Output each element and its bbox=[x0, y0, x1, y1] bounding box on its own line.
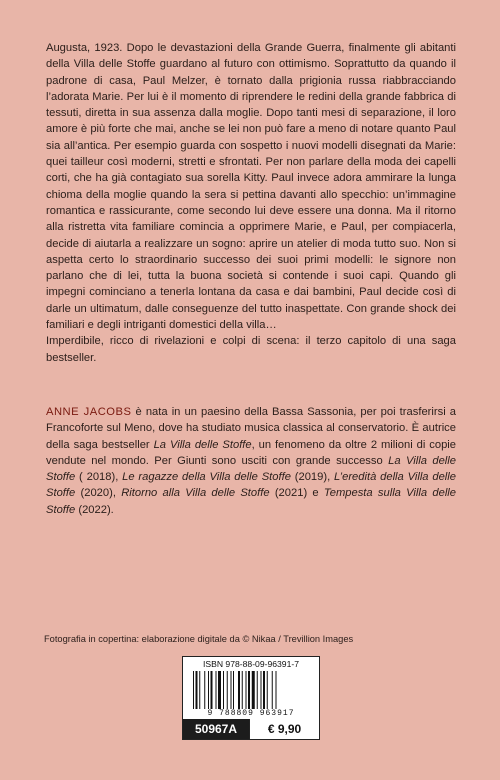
bio-text-4: (2019), bbox=[290, 471, 335, 484]
bio-title-6: Tempesta sulla Villa delle Stoffe bbox=[46, 487, 457, 516]
price-row bbox=[183, 719, 319, 739]
bio-title-4: L’eredità della Villa delle Stoffe bbox=[46, 471, 456, 500]
barcode-icon bbox=[191, 671, 311, 709]
bio-text-2: , un fenomeno da oltre 2 milioni di copie vendute nel mondo. Per Giunti sono usciti con grande successo bbox=[46, 438, 457, 467]
bio-text-7: (2022). bbox=[75, 503, 114, 516]
bio-title-2: La Villa delle Stoffe bbox=[46, 454, 456, 484]
isbn-label: ISBN 978-88-09-96391-7 bbox=[202, 659, 300, 669]
bio-text-3: ( 2018), bbox=[75, 471, 123, 484]
barcode-digits: 9 788809 963917 bbox=[207, 709, 295, 718]
bio-text-5: (2020), bbox=[75, 487, 122, 500]
blurb-closing: Imperdibile, ricco di rivelazioni e colpi di scena: il terzo capitolo di una saga bestseller. bbox=[46, 335, 456, 364]
bio-title-1: La Villa delle Stoffe bbox=[153, 438, 252, 451]
bio-title-5: Ritorno alla Villa delle Stoffe bbox=[121, 487, 270, 500]
author-bio bbox=[46, 404, 456, 518]
photo-credit: Fotografia in copertina: elaborazione digitale da © Nikaa / Trevillion Images bbox=[44, 634, 354, 644]
bio-text-6: (2021) e bbox=[269, 487, 324, 500]
barcode-box bbox=[182, 656, 320, 740]
bio-title-3: Le ragazze della Villa delle Stoffe bbox=[122, 471, 291, 484]
author-name: ANNE JACOBS bbox=[46, 406, 132, 418]
product-code: 50967A bbox=[183, 719, 249, 739]
bio-text-1: è nata in un paesino della Bassa Sassonia, per poi trasferirsi a Francoforte sul Meno, dove ha studiato musica classica al conservatorio. È autrice della saga bestseller bbox=[46, 406, 456, 451]
back-cover-blurb bbox=[46, 40, 456, 366]
blurb-text: Augusta, 1923. Dopo le devastazioni della Grande Guerra, finalmente gli abitanti della Villa delle Stoffe guardano al futuro con ottimismo. Soprattutto da quando il padrone di casa, Paul Melzer, è tornato dalla prigionia russa riabbracciando l’adorata Marie. Per lui è il momento di riprendere le redini della grande fabbrica di tessuti, diretta in sua assenza dalla moglie. Dopo tanti mesi di separazione, il loro amore è più forte che mai, anche se lei non può fare a meno di notare quanto Paul sia all’antica. Per esempio guarda con sospetto i nuovi modelli disegnati da Marie: quei tailleur così moderni, stretti e sfrontati. Per non parlare della moda dei capelli corti, che ha già contagiato sua sorella Kitty. Paul invece adora ammirare la lunga chioma della moglie quando la sera si pettina davanti allo specchio: un’immagine romantica e rassicurante, come secondo lui deve essere una donna. Ma il ritorno alla ristretta vita familiare comincia a opprimere Marie, e Paul, per compiacerla, decide di aiutarla a realizzare un sogno: aprire un atelier di moda tutto suo. Non si aspetta certo lo straordinario successo dei suoi primi modelli: le signore non parlano che di lei, tutta la buona società si contende i suoi capi. Quando gli impegni cominciano a tenerla lontana da casa e dai bambini, Paul decide così di darle un ultimatum, dalle conseguenze del tutto inaspettate. Con grande shock dei familiari e degli intriganti domestici della villa… bbox=[46, 42, 456, 332]
price-label: € 9,90 bbox=[249, 719, 319, 739]
